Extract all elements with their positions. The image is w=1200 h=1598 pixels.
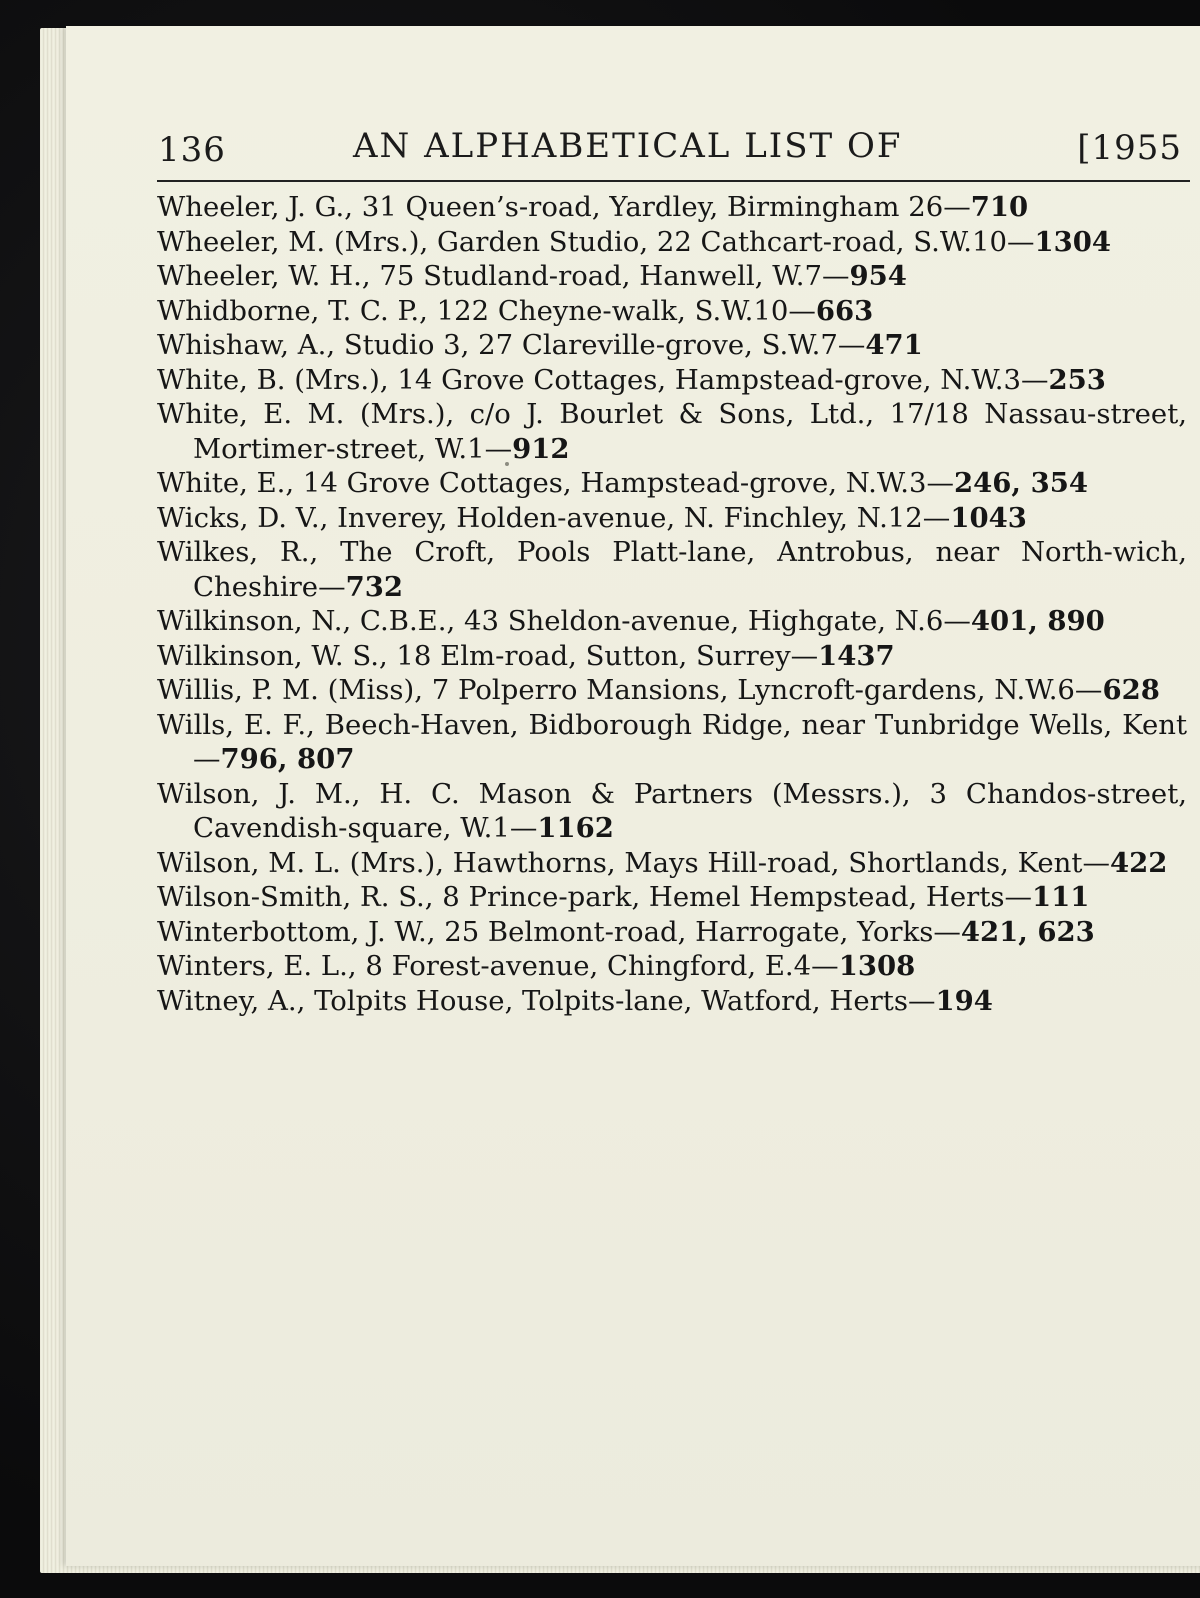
list-item: [157, 225, 1187, 260]
entry-text: Whishaw, A., Studio 3, 27 Clareville-grove, S.W.7—: [157, 329, 866, 361]
list-item: [157, 915, 1187, 950]
entry-text: Wilkes, R., The Croft, Pools Platt-lane, Antrobus, near North-wich, Cheshire—: [157, 536, 1187, 603]
entry-text: White, E., 14 Grove Cottages, Hampstead-grove, N.W.3—: [157, 467, 955, 499]
entry-numbers: 628: [1102, 674, 1160, 706]
entry-text: Whidborne, T. C. P., 122 Cheyne-walk, S.W.10—: [157, 294, 816, 327]
list-item: [157, 397, 1187, 466]
entry-numbers: 401, 890: [970, 605, 1105, 637]
entry-numbers: 471: [865, 329, 923, 361]
entry-text: Wills, E. F., Beech-Haven, Bidborough Ridge, near Tunbridge Wells, Kent—: [157, 708, 1187, 775]
entry-text: Wilson, M. L. (Mrs.), Hawthorns, Mays Hill-road, Shortlands, Kent—: [157, 846, 1110, 879]
entry-numbers: 710: [970, 191, 1029, 223]
entry-text: Witney, A., Tolpits House, Tolpits-lane, Watford, Herts—: [157, 984, 936, 1017]
list-item: [157, 880, 1187, 915]
list-item: [157, 777, 1187, 846]
list-item: [157, 466, 1187, 501]
entry-numbers: 246, 354: [954, 467, 1088, 499]
list-item: [157, 190, 1187, 225]
entry-numbers: 194: [935, 984, 993, 1017]
running-title: AN ALPHABETICAL LIST OF: [353, 126, 903, 166]
header-rule: [157, 180, 1190, 182]
entry-text: Wilkinson, W. S., 18 Elm-road, Sutton, Surrey—: [157, 639, 819, 672]
page-number: 136: [158, 130, 226, 170]
list-item: [157, 949, 1187, 984]
entry-text: Wilkinson, N., C.B.E., 43 Sheldon-avenue, Highgate, N.6—: [157, 605, 971, 637]
page-header: [158, 118, 1188, 178]
entry-text: Winterbottom, J. W., 25 Belmont-road, Harrogate, Yorks—: [157, 915, 961, 948]
entry-text: Winters, E. L., 8 Forest-avenue, Chingford, E.4—: [157, 950, 839, 982]
entry-text: Wilson, J. M., H. C. Mason & Partners (Messrs.), 3 Chandos-street, Cavendish-square, W.1—: [157, 777, 1187, 844]
list-item: [157, 501, 1187, 536]
entry-numbers: 732: [345, 570, 403, 603]
list-item: [157, 639, 1187, 674]
list-item: [157, 604, 1187, 639]
entry-numbers: 1304: [1034, 225, 1112, 258]
list-item: [157, 846, 1187, 881]
entry-numbers: 912: [512, 432, 570, 465]
entry-numbers: 111: [1032, 881, 1090, 913]
list-item: [157, 259, 1187, 294]
entry-list: [157, 190, 1187, 1018]
entry-text: Wheeler, J. G., 31 Queen’s-road, Yardley, Birmingham 26—: [157, 191, 971, 223]
entry-text: White, B. (Mrs.), 14 Grove Cottages, Hampstead-grove, N.W.3—: [157, 363, 1049, 396]
entry-numbers: 663: [815, 294, 874, 327]
list-item: [157, 535, 1187, 604]
entry-text: Wheeler, W. H., 75 Studland-road, Hanwell, W.7—: [157, 260, 850, 292]
entry-numbers: 1308: [838, 950, 916, 982]
entry-text: Wilson-Smith, R. S., 8 Prince-park, Hemel Hempstead, Herts—: [157, 881, 1032, 913]
entry-text: Wheeler, M. (Mrs.), Garden Studio, 22 Cathcart-road, S.W.10—: [157, 225, 1035, 258]
list-item: [157, 708, 1187, 777]
entry-numbers: 422: [1109, 846, 1168, 879]
entry-text: Wicks, D. V., Inverey, Holden-avenue, N. Finchley, N.12—: [157, 501, 951, 534]
entry-text: White, E. M. (Mrs.), c/o J. Bourlet & Sons, Ltd., 17/18 Nassau-street, Mortimer-street, W.1—: [157, 398, 1187, 465]
list-item: [157, 984, 1187, 1019]
list-item: [157, 294, 1187, 329]
entry-numbers: 1162: [537, 812, 614, 844]
list-item: [157, 673, 1187, 708]
list-item: [157, 328, 1187, 363]
entry-numbers: 954: [849, 260, 907, 292]
entry-numbers: 796, 807: [220, 743, 355, 775]
entry-numbers: 253: [1048, 363, 1106, 396]
entry-numbers: 1043: [950, 501, 1027, 534]
list-item: [157, 363, 1187, 398]
entry-numbers: 421, 623: [960, 915, 1095, 948]
entry-numbers: 1437: [818, 639, 895, 672]
entry-text: Willis, P. M. (Miss), 7 Polperro Mansions, Lyncroft-gardens, N.W.6—: [157, 674, 1103, 706]
year-label: [1955: [1077, 128, 1182, 168]
